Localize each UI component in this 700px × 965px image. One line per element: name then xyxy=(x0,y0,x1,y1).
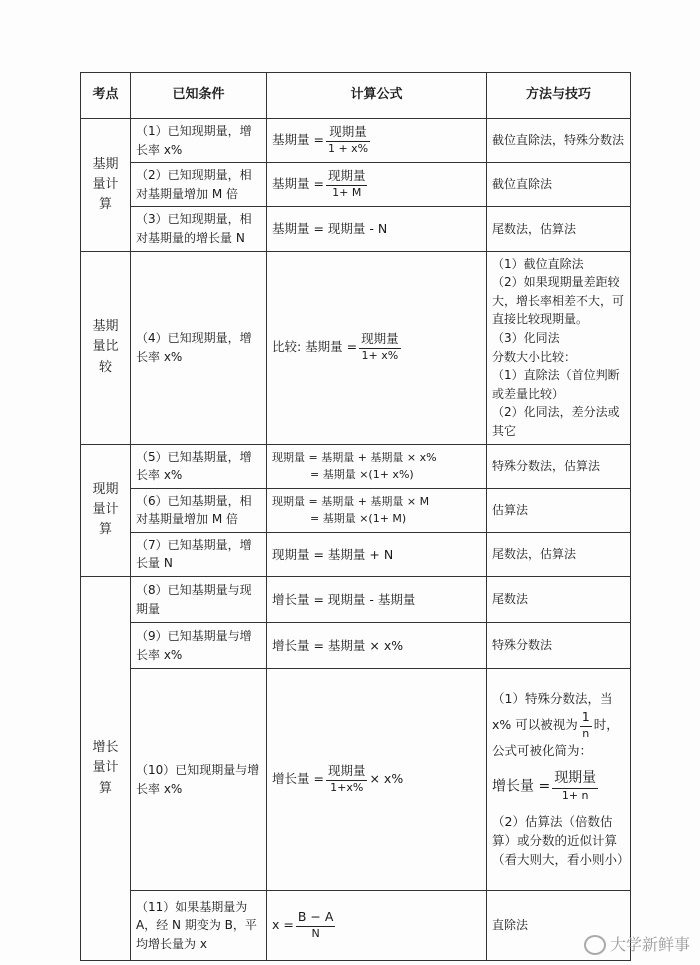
fraction xyxy=(326,763,368,796)
method-cell: 尾数法，估算法 xyxy=(487,207,631,251)
fraction xyxy=(326,168,368,201)
method-line: （3）化同法 xyxy=(492,330,560,345)
fraction xyxy=(359,331,401,364)
formula-cell xyxy=(267,669,487,891)
formula-cell xyxy=(267,119,487,163)
method-line: （1）截位直除法 xyxy=(492,256,584,271)
formula-cell xyxy=(267,488,487,532)
fraction xyxy=(580,709,592,742)
table-row xyxy=(81,163,631,207)
formula-cell xyxy=(267,891,487,961)
method-cell: 尾数法 xyxy=(487,577,631,623)
fraction-numerator: 现期量 xyxy=(359,331,401,349)
formula-lhs: x = xyxy=(272,917,294,933)
table-row xyxy=(81,669,631,891)
method-cell: 特殊分数法，估算法 xyxy=(487,444,631,488)
table-row xyxy=(81,577,631,623)
formula-line: = 基期量 ×(1+ M) xyxy=(310,512,407,526)
formula-cell: 增长量 = 现期量 - 基期量 xyxy=(267,577,487,623)
formula-lhs: 增长量 = xyxy=(492,778,551,795)
formula-line: = 基期量 ×(1+ x%) xyxy=(310,468,414,482)
fraction xyxy=(296,909,336,942)
section-label-text: 基期量比较 xyxy=(92,319,119,375)
fraction xyxy=(552,769,598,804)
fraction-denominator: 1 + x% xyxy=(327,142,369,156)
table-row xyxy=(81,444,631,488)
method-line: （1）直除法（首位判断或差量比较） xyxy=(492,368,620,401)
section-label-text: 基期量计算 xyxy=(92,156,119,212)
method-cell: 截位直除法，特殊分数法 xyxy=(487,119,631,163)
method-line: 分数大小比较： xyxy=(492,349,577,364)
fraction-denominator: 1+x% xyxy=(330,781,364,795)
condition-cell: （5）已知基期量，增长率 x% xyxy=(131,444,267,488)
section-label-text: 增长量计算 xyxy=(92,740,119,796)
fraction-numerator: 现期量 xyxy=(552,769,598,789)
fraction-denominator: 1+ x% xyxy=(361,349,399,363)
condition-cell: （9）已知基期量与增长率 x% xyxy=(131,623,267,669)
method-cell xyxy=(487,251,631,444)
formula-cell: 基期量 = 现期量 - N xyxy=(267,207,487,251)
condition-cell: （8）已知基期量与现期量 xyxy=(131,577,267,623)
fraction-denominator: 1+ n xyxy=(561,788,589,802)
formula-cell xyxy=(267,444,487,488)
watermark xyxy=(584,932,690,956)
header-row xyxy=(81,73,631,119)
header-formula: 计算公式 xyxy=(267,73,487,119)
condition-cell: （11）如果基期量为 A，经 N 期变为 B，平均增长量为 x xyxy=(131,891,267,961)
table-row xyxy=(81,532,631,576)
header-condition: 已知条件 xyxy=(131,73,267,119)
formula-line: 现期量 = 基期量 + 基期量 × x% xyxy=(272,451,437,465)
section-label-text: 现期量计算 xyxy=(92,482,119,538)
fraction xyxy=(326,124,370,157)
watermark-text: 大学新鲜事 xyxy=(609,934,690,954)
method-text: 时，公式可被化简为： xyxy=(492,716,619,759)
method-line: （2）如果现期量差距较大，增长率相差不大，可直接比较现期量。 xyxy=(492,275,625,327)
formula-lhs: 基期量 = xyxy=(272,132,324,148)
fraction-numerator: 1 xyxy=(580,709,592,727)
table-row xyxy=(81,251,631,444)
formula-line: 现期量 = 基期量 + 基期量 × M xyxy=(272,495,430,509)
table-row xyxy=(81,488,631,532)
formula-lhs: 比较: 基期量 = xyxy=(272,339,358,355)
formula-table xyxy=(80,72,631,961)
method-text: （1）特殊分数法，当 x% 可以被视为 xyxy=(492,691,613,732)
method-formula xyxy=(492,769,625,804)
section-label xyxy=(81,251,131,444)
formula-cell xyxy=(267,163,487,207)
method-cell: 直除法 xyxy=(487,891,631,961)
weibo-icon xyxy=(584,935,606,955)
table-row xyxy=(81,623,631,669)
condition-cell: （3）已知现期量，相对基期量的增长量 N xyxy=(131,207,267,251)
method-cell xyxy=(487,669,631,891)
method-cell: 特殊分数法 xyxy=(487,623,631,669)
condition-cell: （7）已知基期量，增长量 N xyxy=(131,532,267,576)
table-row xyxy=(81,119,631,163)
fraction-numerator: B − A xyxy=(296,909,336,927)
formula-lhs: 增长量 = xyxy=(272,771,324,787)
method-cell: 估算法 xyxy=(487,488,631,532)
fraction-denominator: n xyxy=(582,726,590,740)
table-row xyxy=(81,207,631,251)
formula-lhs: 基期量 = xyxy=(272,176,324,192)
fraction-denominator: 1+ M xyxy=(332,186,362,200)
formula-tail: × x% xyxy=(369,771,404,787)
formula-cell xyxy=(267,251,487,444)
formula-cell: 现期量 = 基期量 + N xyxy=(267,532,487,576)
formula-cell: 增长量 = 基期量 × x% xyxy=(267,623,487,669)
fraction-numerator: 现期量 xyxy=(326,124,370,142)
fraction-numerator: 现期量 xyxy=(326,763,368,781)
condition-cell: （4）已知现期量，增长率 x% xyxy=(131,251,267,444)
condition-cell: （10）已知现期量与增长率 x% xyxy=(131,669,267,891)
section-label xyxy=(81,119,131,252)
header-method: 方法与技巧 xyxy=(487,73,631,119)
method-cell: 截位直除法 xyxy=(487,163,631,207)
condition-cell: （1）已知现期量，增长率 x% xyxy=(131,119,267,163)
method-line: （2）化同法，差分法或其它 xyxy=(492,405,620,438)
table-row xyxy=(81,891,631,961)
condition-cell: （6）已知基期量，相对基期量增加 M 倍 xyxy=(131,488,267,532)
fraction-numerator: 现期量 xyxy=(326,168,368,186)
method-cell: 尾数法，估算法 xyxy=(487,532,631,576)
fraction-denominator: N xyxy=(311,927,320,941)
header-topic: 考点 xyxy=(81,73,131,119)
condition-cell: （2）已知现期量，相对基期量增加 M 倍 xyxy=(131,163,267,207)
section-label xyxy=(81,577,131,961)
section-label xyxy=(81,444,131,577)
method-text: （2）估算法（倍数估算）或分数的近似计算（看大则大，看小则小） xyxy=(492,813,630,868)
